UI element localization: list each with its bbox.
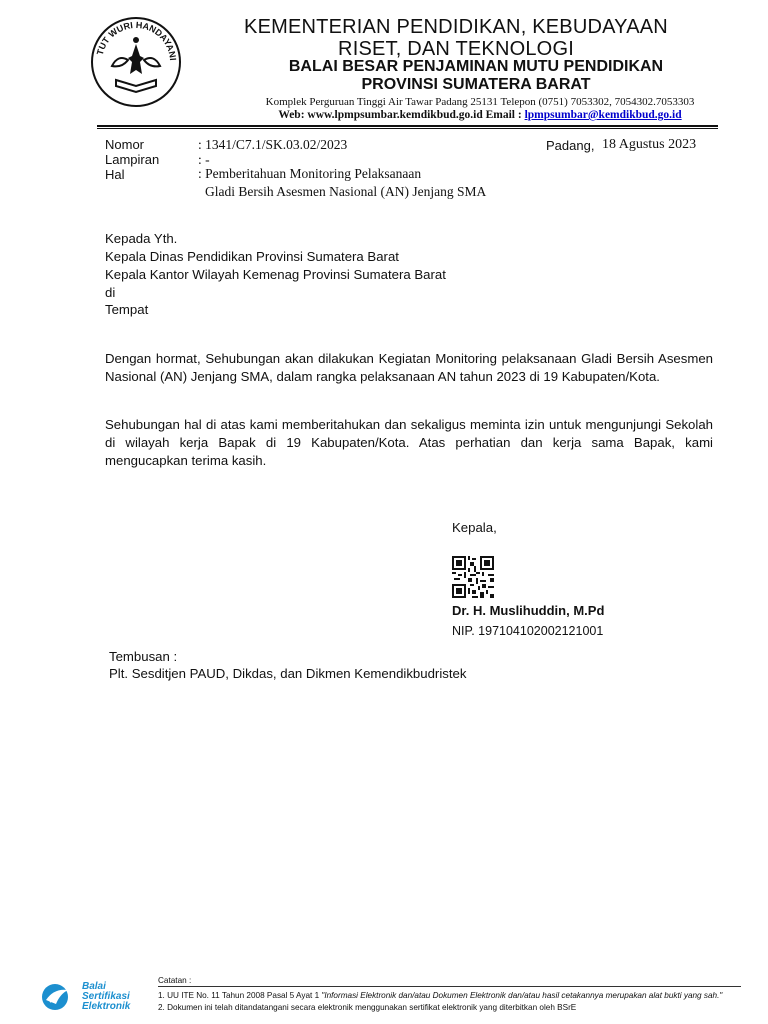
tut-wuri-handayani-logo [88,14,184,110]
nomor-value: : 1341/C7.1/SK.03.02/2023 [198,137,348,152]
recipient-line: Tempat [105,302,149,317]
office-name-line2: PROVINSI SUMATERA BARAT [361,76,591,93]
recipient-line: Kepala Kantor Wilayah Kemenag Provinsi Sumatera Barat [105,267,446,282]
qr-code-icon [452,556,494,598]
email-link[interactable]: lpmpsumbar@kemdikbud.go.id [524,109,682,121]
hal-value-line2: Gladi Bersih Asesmen Nasional (AN) Jenjang SMA [205,184,487,199]
footer-note-1-law: 1. UU ITE No. 11 Tahun 2008 Pasal 5 Ayat 1 [158,991,322,1000]
footer-note-1-quote: "Informasi Elektronik dan/atau Dokumen Elektronik dan/atau hasil cetakannya merupakan alat bukti yang sah." [321,991,723,1000]
body-paragraph-1: Dengan hormat, Sehubungan akan dilakukan Kegiatan Monitoring pelaksanaan Gladi Bersih Asesmen Nasional (AN) Jenjang SMA, dalam rangka pelaksanaan AN tahun 2023 di 19 Kabupaten/Kota. [105,351,713,384]
bsre-logo-icon [40,982,74,1012]
logo-motto: TUT WURI HANDAYANI [94,19,178,61]
lampiran-value: : - [198,152,210,167]
tembusan-label: Tembusan : [109,649,178,664]
letterhead-divider [97,125,718,127]
bsre-name-line1: Balai [82,981,106,992]
office-contact [200,109,760,121]
hal-label: Hal [105,167,125,182]
body-paragraph-2: Sehubungan hal di atas kami memberitahukan dan sekaligus meminta izin untuk mengunjungi Sekolah di wilayah kerja Bapak di 19 Kabupaten/Kota. Atas perhatian dan kerja sama Bapak, kami mengucapkan terima kasih. [105,417,713,468]
tembusan-item: Plt. Sesditjen PAUD, Dikdas, dan Dikmen Kemendikbudristek [109,666,467,681]
letter-date: 18 Agustus 2023 [602,137,697,152]
nomor-label: Nomor [105,137,145,152]
website-text: Web: www.lpmpsumbar.kemdikbud.go.id Email : [278,109,525,121]
lampiran-label: Lampiran [105,152,160,167]
letter-place: Padang, [546,138,595,153]
office-address: Komplek Perguruan Tinggi Air Tawar Padang 25131 Telepon (0751) 7053302, 7054302.7053303 [265,96,695,108]
ministry-name-line1: KEMENTERIAN PENDIDIKAN, KEBUDAYAAN [244,16,668,38]
signatory-nip: NIP. 197104102002121001 [452,624,604,638]
signatory-name: Dr. H. Muslihuddin, M.Pd [452,603,605,618]
recipient-line: di [105,285,116,300]
catatan-label: Catatan : [158,976,192,985]
bsre-name-line3: Elektronik [82,1001,131,1012]
office-name-line1: BALAI BESAR PENJAMINAN MUTU PENDIDIKAN [288,58,664,75]
recipient-line: Kepada Yth. [105,231,178,246]
hal-value-line1: : Pemberitahuan Monitoring Pelaksanaan [198,166,422,181]
footer-divider [158,986,741,987]
footer-note-2: 2. Dokumen ini telah ditandatangani secara elektronik menggunakan sertifikat elektronik yang diterbitkan oleh BSrE [158,1003,577,1012]
letterhead-divider-thin [97,128,718,129]
signature-title: Kepala, [452,520,497,535]
ministry-name-line2: RISET, DAN TEKNOLOGI [338,38,574,60]
bsre-name-line2: Sertifikasi [82,991,130,1002]
recipient-line: Kepala Dinas Pendidikan Provinsi Sumatera Barat [105,249,399,264]
footer-note-1 [158,991,722,1000]
